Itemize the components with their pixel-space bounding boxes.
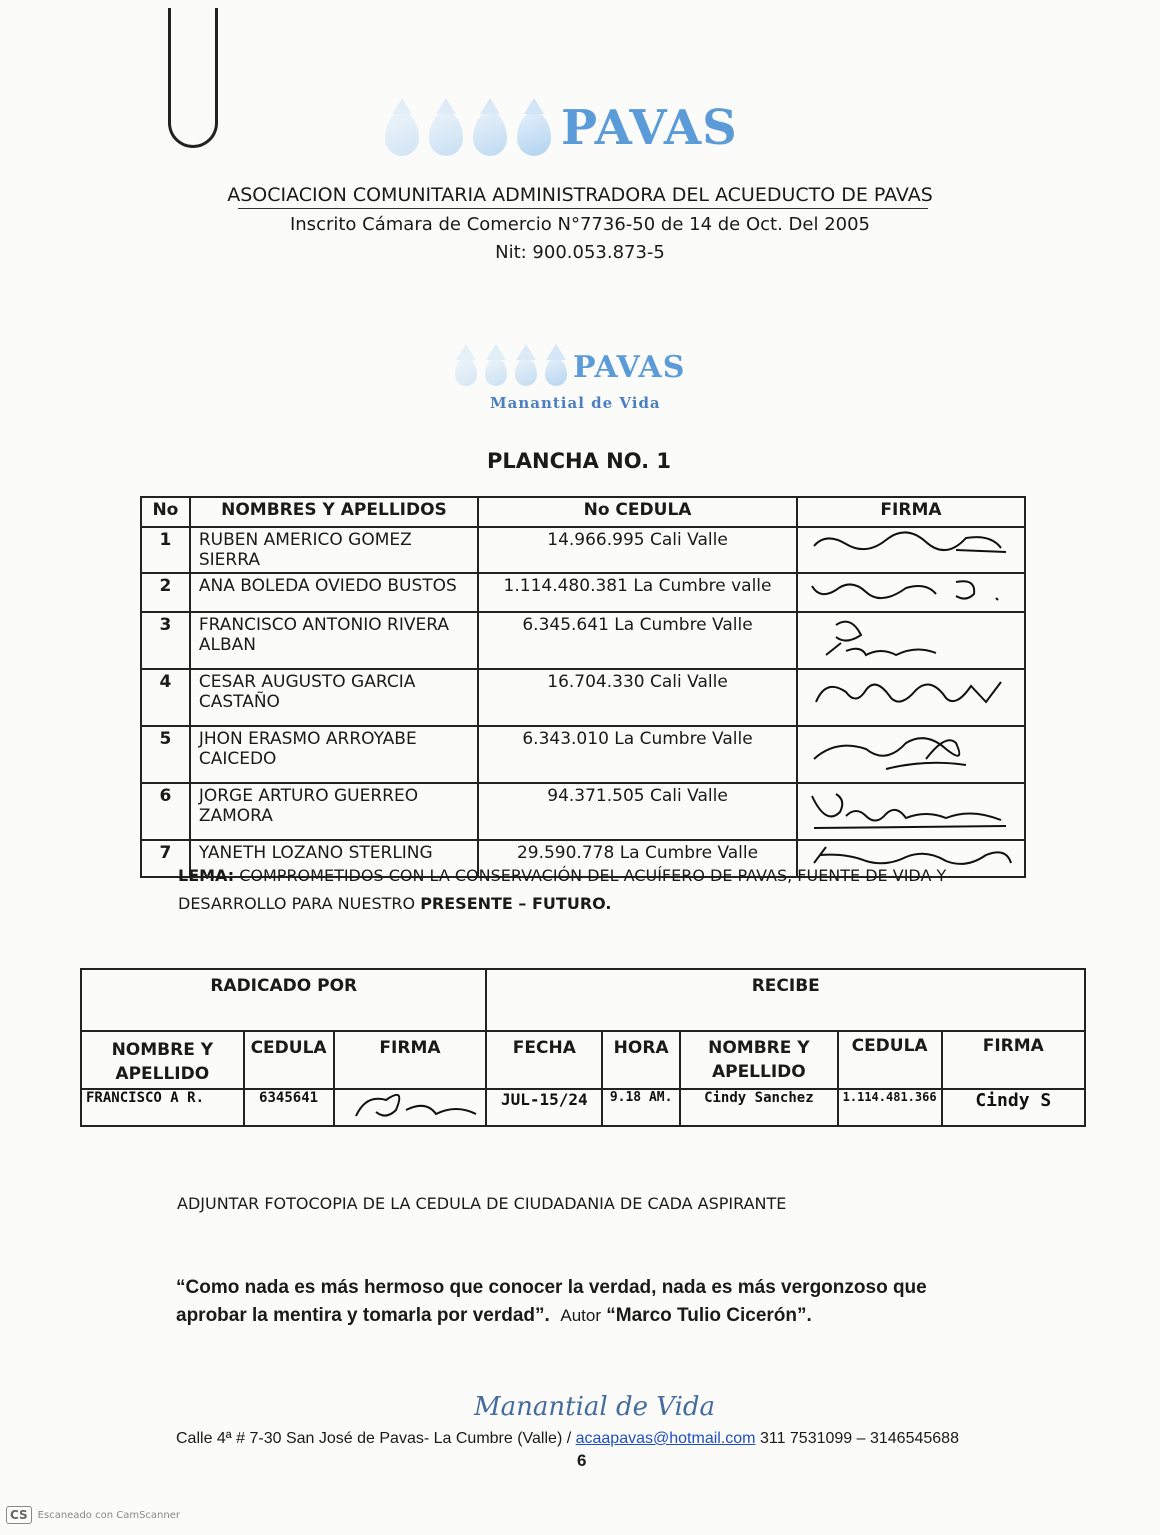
handwritten-cedula: 6345641 xyxy=(244,1089,334,1126)
logo-text-small: PAVAS xyxy=(573,350,686,385)
registration-text: Inscrito Cámara de Comercio N°7736-50 de 14 de Oct. Del 2005 xyxy=(289,214,871,235)
quote-author-label: Autor xyxy=(560,1306,601,1325)
camscanner-icon: CS xyxy=(6,1506,32,1524)
water-drop-icon xyxy=(473,112,507,156)
quote-block xyxy=(176,1274,1056,1330)
candidate-name: CESAR AUGUSTO GARCIA CASTAÑO xyxy=(190,669,478,726)
water-drop-icon xyxy=(455,358,477,386)
signature-cell xyxy=(797,669,1025,726)
handwritten-recibe-firma: Cindy S xyxy=(942,1089,1085,1126)
candidate-cedula: 94.371.505 Cali Valle xyxy=(478,783,797,840)
scanner-text: Escaneado con CamScanner xyxy=(37,1509,180,1521)
candidate-name: RUBEN AMERICO GOMEZ SIERRA xyxy=(190,527,478,573)
row-number: 2 xyxy=(141,573,190,612)
binder-clip-mark xyxy=(168,8,218,148)
table-row xyxy=(141,726,1025,783)
water-drop-icon xyxy=(545,358,567,386)
footer-contact xyxy=(176,1430,959,1448)
table-row xyxy=(141,783,1025,840)
row-number: 5 xyxy=(141,726,190,783)
quote-line-2: aprobar la mentira y tomarla por verdad”. xyxy=(176,1305,550,1326)
signature-scribble xyxy=(806,615,1016,661)
logo-text: PAVAS xyxy=(561,100,738,156)
logo-slogan: Manantial de Vida xyxy=(490,394,661,412)
col-header-names: NOMBRES Y APELLIDOS xyxy=(190,497,478,527)
footer-email-link[interactable]: acaapavas@hotmail.com xyxy=(575,1430,756,1447)
signature-cell xyxy=(797,573,1025,612)
quote-line-1: “Como nada es más hermoso que conocer la verdad, nada es más vergonzoso que xyxy=(176,1277,927,1298)
candidate-cedula: 1.114.480.381 La Cumbre valle xyxy=(478,573,797,612)
radicado-data-row xyxy=(81,1089,1085,1126)
candidate-cedula: 14.966.995 Cali Valle xyxy=(478,527,797,573)
lema-text: COMPROMETIDOS CON LA CONSERVACIÓN DEL ACUÍFERO DE PAVAS, FUENTE DE VIDA Y xyxy=(239,866,947,885)
signature-cell xyxy=(797,612,1025,669)
table-row xyxy=(141,669,1025,726)
handwritten-fecha: JUL-15/24 xyxy=(486,1089,602,1126)
signature-scribble xyxy=(336,1090,484,1120)
col-fecha: FECHA xyxy=(486,1031,602,1089)
row-number: 1 xyxy=(141,527,190,573)
page-number: 6 xyxy=(577,1451,587,1470)
candidate-name: FRANCISCO ANTONIO RIVERA ALBAN xyxy=(190,612,478,669)
handwritten-firma xyxy=(334,1089,487,1126)
col-hora: HORA xyxy=(602,1031,680,1089)
col-header-cedula: No CEDULA xyxy=(478,497,797,527)
recibe-header: RECIBE xyxy=(486,969,1085,1031)
col-nombre-recibe: NOMBRE Y APELLIDO xyxy=(680,1031,838,1089)
lema-emphasis: PRESENTE – FUTURO. xyxy=(420,894,612,913)
candidate-cedula: 6.343.010 La Cumbre Valle xyxy=(478,726,797,783)
lema-text-2: DESARROLLO PARA NUESTRO xyxy=(178,894,416,913)
candidates-table xyxy=(140,496,1026,878)
table-row xyxy=(141,573,1025,612)
col-firma-radica: FIRMA xyxy=(334,1031,487,1089)
row-number: 3 xyxy=(141,612,190,669)
col-firma-recibe: FIRMA xyxy=(942,1031,1085,1089)
table-row xyxy=(141,612,1025,669)
row-number: 7 xyxy=(141,840,190,877)
handwritten-recibe-cedula: 1.114.481.366 xyxy=(838,1089,942,1126)
radicado-por-header: RADICADO POR xyxy=(81,969,486,1031)
col-header-no: No xyxy=(141,497,190,527)
quote-author: “Marco Tulio Cicerón”. xyxy=(606,1305,812,1326)
col-cedula-recibe: CEDULA xyxy=(838,1031,942,1089)
water-drop-icon xyxy=(515,358,537,386)
footer-phones: 311 7531099 – 3146545688 xyxy=(759,1430,959,1447)
radicado-table xyxy=(80,968,1086,1127)
table-header-row xyxy=(141,497,1025,527)
candidate-name: JORGE ARTURO GUERREO ZAMORA xyxy=(190,783,478,840)
signature-scribble xyxy=(806,576,1016,604)
lema-block xyxy=(178,862,998,918)
water-drop-icon xyxy=(429,112,463,156)
candidate-cedula: 16.704.330 Cali Valle xyxy=(478,669,797,726)
signature-cell xyxy=(797,783,1025,840)
radicado-top-row xyxy=(81,969,1085,1031)
pavas-logo xyxy=(385,100,738,156)
water-drop-icon xyxy=(485,358,507,386)
col-cedula-radica: CEDULA xyxy=(244,1031,334,1089)
col-header-firma: FIRMA xyxy=(797,497,1025,527)
candidate-name: JHON ERASMO ARROYABE CAICEDO xyxy=(190,726,478,783)
scanner-watermark xyxy=(6,1506,180,1524)
handwritten-recibe-nombre: Cindy Sanchez xyxy=(680,1089,838,1126)
signature-cell xyxy=(797,527,1025,573)
row-number: 6 xyxy=(141,783,190,840)
pavas-logo-small xyxy=(455,350,685,386)
signature-scribble xyxy=(806,530,1016,558)
org-name: ASOCIACION COMUNITARIA ADMINISTRADORA DEL ACUEDUCTO DE PAVAS xyxy=(227,184,933,206)
handwritten-hora: 9.18 AM. xyxy=(602,1089,680,1126)
plancha-title: PLANCHA NO. 1 xyxy=(487,449,672,473)
water-drop-icon xyxy=(385,112,419,156)
candidate-cedula: 6.345.641 La Cumbre Valle xyxy=(478,612,797,669)
footer-slogan: Manantial de Vida xyxy=(474,1392,716,1422)
signature-scribble xyxy=(806,729,1016,775)
adjuntar-note: ADJUNTAR FOTOCOPIA DE LA CEDULA DE CIUDADANIA DE CADA ASPIRANTE xyxy=(177,1194,787,1213)
handwritten-nombre: FRANCISCO A R. xyxy=(81,1089,244,1126)
candidate-name: ANA BOLEDA OVIEDO BUSTOS xyxy=(190,573,478,612)
radicado-header-row xyxy=(81,1031,1085,1089)
lema-label: LEMA: xyxy=(178,866,235,885)
signature-scribble xyxy=(806,786,1016,832)
nit-text: Nit: 900.053.873-5 xyxy=(495,242,665,263)
col-nombre-radica: NOMBRE Y APELLIDO xyxy=(81,1031,244,1089)
candidate-cedula: 29.590.778 La Cumbre Valle xyxy=(478,840,797,877)
water-drop-icon xyxy=(517,112,551,156)
header-divider xyxy=(238,208,928,209)
candidate-name: YANETH LOZANO STERLING xyxy=(190,840,478,877)
signature-cell xyxy=(797,726,1025,783)
signature-scribble xyxy=(806,672,1016,718)
footer-address: Calle 4ª # 7-30 San José de Pavas- La Cumbre (Valle) / xyxy=(176,1430,572,1447)
table-row xyxy=(141,527,1025,573)
row-number: 4 xyxy=(141,669,190,726)
